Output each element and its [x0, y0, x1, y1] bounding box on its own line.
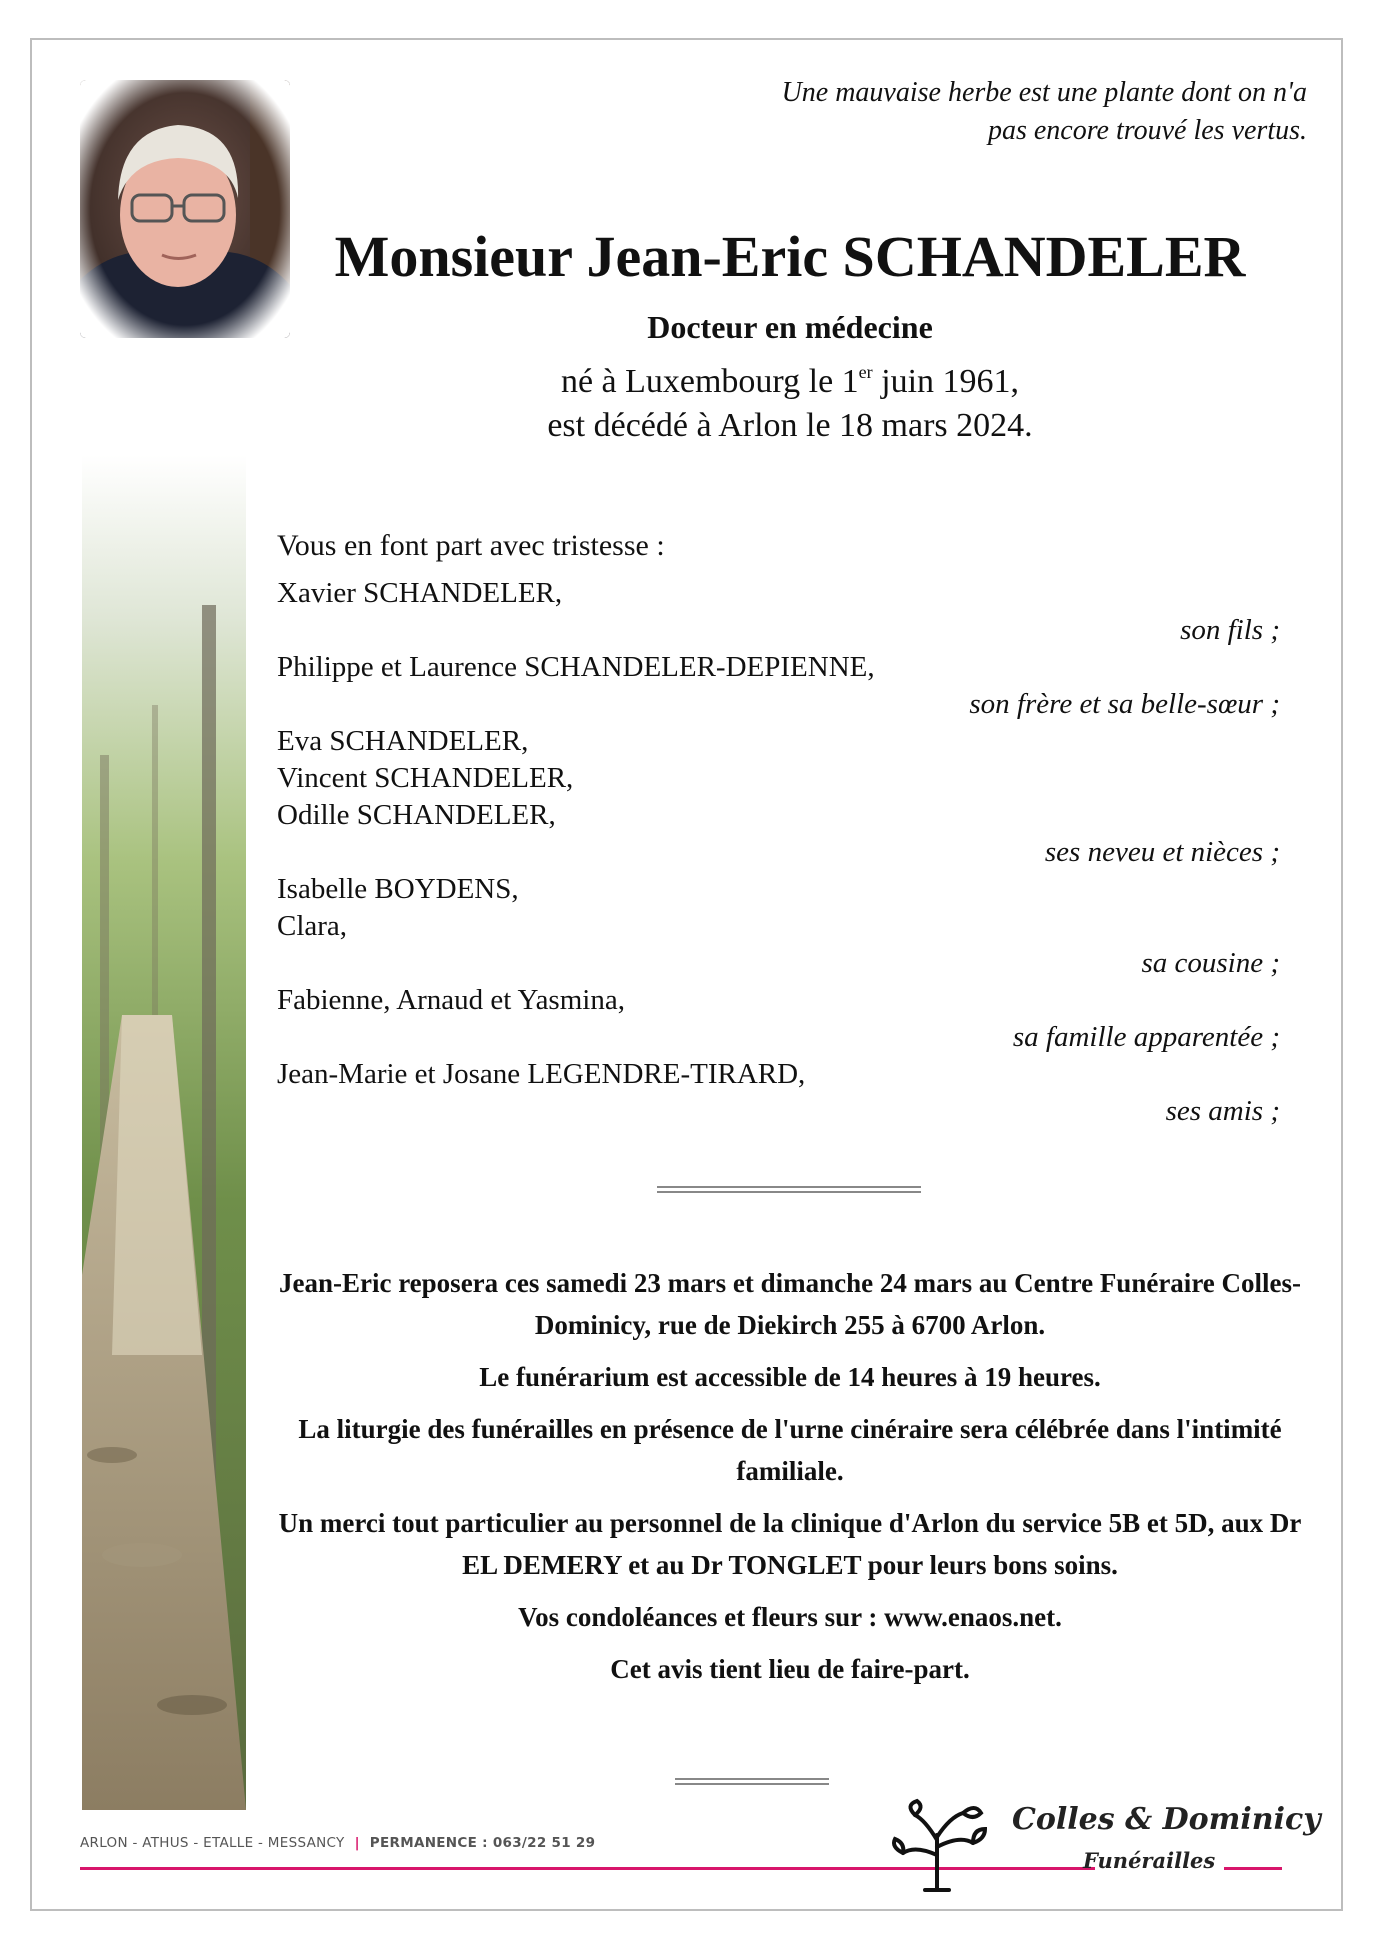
footer-permanence: PERMANENCE : 063/22 51 29	[369, 1835, 596, 1851]
relative-role: ses amis ;	[1165, 1095, 1280, 1127]
birth-death-info	[280, 360, 1300, 448]
relative-name: Isabelle BOYDENS,	[277, 873, 519, 905]
tree-logo-icon	[885, 1795, 990, 1893]
relative-name: Odille SCHANDELER,	[277, 799, 556, 831]
quote-line-2: pas encore trouvé les vertus.	[987, 115, 1307, 146]
relative-name: Clara,	[277, 910, 348, 942]
footer-accent-line-right	[1224, 1867, 1282, 1870]
relative-role: son fils ;	[1180, 614, 1280, 646]
relative-role: son frère et sa belle-sœur ;	[969, 688, 1280, 720]
relative-role: sa cousine ;	[1141, 947, 1280, 979]
quote-line-1: Une mauvaise herbe est une plante dont on n'a	[781, 77, 1307, 108]
relative-name: Jean-Marie et Josane LEGENDRE-TIRARD,	[277, 1058, 806, 1090]
info-paragraph: Jean-Eric reposera ces samedi 23 mars et dimanche 24 mars au Centre Funéraire Colles-Dominicy, rue de Diekirch 255 à 6700 Arlon.	[278, 1268, 1302, 1340]
info-paragraph: Vos condoléances et fleurs sur : www.enaos.net.	[518, 1602, 1062, 1632]
birth-ordinal: er	[858, 362, 873, 382]
relative-role: ses neveu et nièces ;	[1044, 836, 1280, 868]
relative-group	[277, 1056, 1280, 1130]
deceased-name: Monsieur Jean-Eric SCHANDELER	[334, 224, 1246, 289]
relative-name: Xavier SCHANDELER,	[277, 577, 563, 609]
footer-contact	[80, 1835, 595, 1851]
info-paragraph: Cet avis tient lieu de faire-part.	[610, 1654, 970, 1684]
section-divider	[657, 1186, 921, 1193]
relative-name: Philippe et Laurence SCHANDELER-DEPIENNE,	[277, 651, 875, 683]
epigraph-quote	[607, 74, 1307, 150]
funeral-info	[275, 1262, 1305, 1690]
forest-path-image	[82, 455, 246, 1810]
section-divider	[675, 1778, 829, 1785]
relative-group	[277, 723, 1280, 871]
death-line: est décédé à Arlon le 18 mars 2024.	[547, 407, 1033, 444]
relative-name: Vincent SCHANDELER,	[277, 762, 574, 794]
relative-group	[277, 575, 1280, 649]
deceased-title: Docteur en médecine	[647, 309, 933, 345]
footer-separator: |	[354, 1835, 360, 1851]
info-paragraph: Un merci tout particulier au personnel de la clinique d'Arlon du service 5B et 5D, aux Dr EL DEMERY et au Dr TONGLET pour leurs bons soins.	[278, 1508, 1302, 1580]
announcement-intro: Vous en font part avec tristesse :	[277, 529, 665, 562]
relative-name: Eva SCHANDELER,	[277, 725, 529, 757]
portrait-photo	[80, 80, 290, 338]
relative-role: sa famille apparentée ;	[1012, 1021, 1280, 1053]
relative-group	[277, 871, 1280, 982]
brand-subtitle: Funérailles	[1083, 1848, 1216, 1873]
info-paragraph: Le funérarium est accessible de 14 heures à 19 heures.	[479, 1362, 1101, 1392]
relative-group	[277, 982, 1280, 1056]
brand-name: Colles & Dominicy	[1012, 1802, 1321, 1837]
info-paragraph: La liturgie des funérailles en présence de l'urne cinéraire sera célébrée dans l'intimité familiale.	[298, 1414, 1282, 1486]
relative-group	[277, 649, 1280, 723]
footer-locations: ARLON - ATHUS - ETALLE - MESSANCY	[80, 1835, 345, 1851]
birth-prefix: né à Luxembourg le 1	[560, 363, 859, 400]
birth-line	[280, 360, 1300, 404]
relative-name: Fabienne, Arnaud et Yasmina,	[277, 984, 625, 1016]
birth-suffix: juin 1961,	[872, 363, 1020, 400]
